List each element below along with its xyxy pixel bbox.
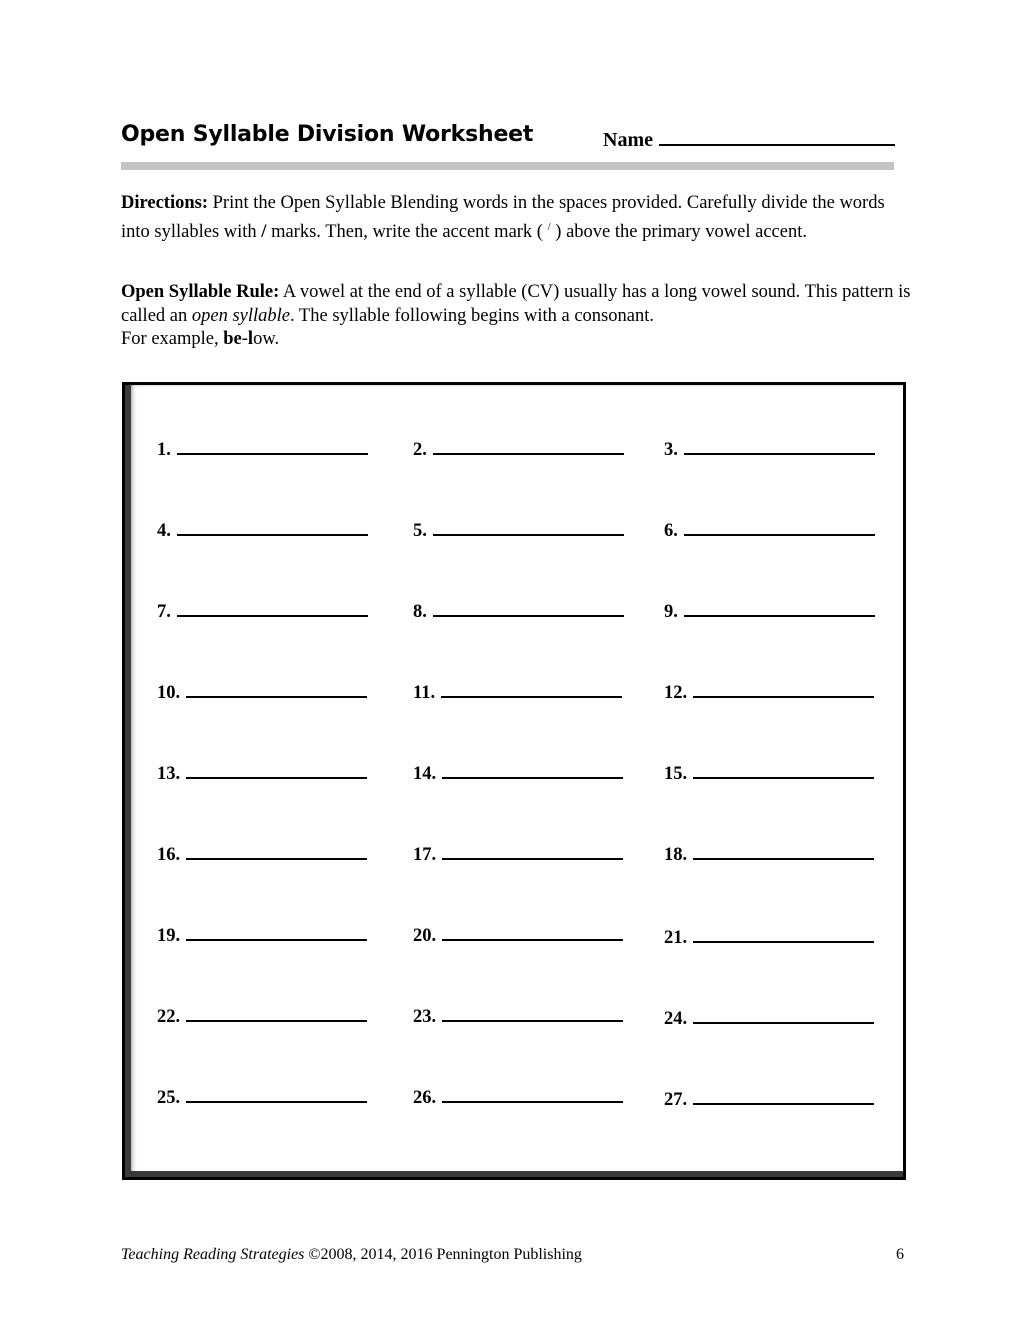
example-rest: ow.: [253, 329, 280, 349]
answer-blank-line[interactable]: [442, 1006, 623, 1022]
answer-blank-line[interactable]: [186, 844, 367, 860]
rule-text: . The syllable following begins with a consonant.: [290, 305, 654, 326]
item-number: 3.: [664, 440, 678, 460]
answer-blank-line[interactable]: [441, 682, 622, 698]
item-number: 16.: [157, 845, 181, 865]
answer-item[interactable]: [157, 844, 367, 866]
answer-item[interactable]: [664, 601, 875, 623]
answer-blank-line[interactable]: [442, 925, 623, 941]
answer-item[interactable]: [157, 439, 368, 461]
answer-blank-line[interactable]: [186, 763, 367, 779]
answer-blank-line[interactable]: [693, 1008, 874, 1024]
item-number: 23.: [413, 1007, 437, 1027]
answer-item[interactable]: [413, 1087, 623, 1109]
item-number: 17.: [413, 845, 437, 865]
answer-blank-line[interactable]: [433, 601, 624, 617]
item-number: 15.: [664, 764, 688, 784]
answer-item[interactable]: [157, 1087, 367, 1109]
answer-item[interactable]: [413, 844, 623, 866]
name-field[interactable]: [603, 127, 895, 152]
answer-item[interactable]: [413, 682, 622, 704]
answer-blank-line[interactable]: [684, 439, 875, 455]
example-syllable: be: [223, 329, 242, 349]
answer-blank-line[interactable]: [186, 682, 367, 698]
answer-item[interactable]: [413, 925, 623, 947]
item-number: 18.: [664, 845, 688, 865]
answer-item[interactable]: [664, 927, 874, 949]
item-number: 21.: [664, 928, 688, 948]
rule-text: A vowel at the end of a syllable (CV) usually has a long vowel sound. This pattern is called an: [121, 282, 911, 326]
rule-paragraph: [121, 281, 911, 352]
item-number: 7.: [157, 602, 171, 622]
item-number: 27.: [664, 1090, 688, 1110]
answer-item[interactable]: [157, 925, 367, 947]
answer-item[interactable]: [413, 439, 624, 461]
example-consonant: l: [247, 329, 254, 349]
item-number: 20.: [413, 926, 437, 946]
worksheet-title: Open Syllable Division Worksheet: [121, 122, 534, 147]
answer-blank-line[interactable]: [693, 844, 874, 860]
answer-blank-line[interactable]: [186, 1006, 367, 1022]
answer-item[interactable]: [413, 520, 624, 542]
item-number: 5.: [413, 521, 427, 541]
item-number: 22.: [157, 1007, 181, 1027]
answer-blank-line[interactable]: [433, 439, 624, 455]
directions-paragraph: [121, 192, 911, 244]
answer-item[interactable]: [664, 1089, 874, 1111]
item-number: 25.: [157, 1088, 181, 1108]
answer-item[interactable]: [664, 682, 874, 704]
answer-blank-line[interactable]: [693, 927, 874, 943]
example-dash: -: [241, 329, 248, 349]
rule-label: Open Syllable Rule:: [121, 282, 280, 302]
answer-blank-line[interactable]: [693, 763, 874, 779]
item-number: 1.: [157, 440, 171, 460]
answer-item[interactable]: [664, 763, 874, 785]
footer-book-title: Teaching Reading Strategies: [121, 1246, 305, 1263]
item-number: 11.: [413, 683, 436, 703]
directions-text: marks. Then, write the accent mark (: [266, 221, 548, 242]
rule-term: open syllable: [191, 305, 291, 326]
item-number: 14.: [413, 764, 437, 784]
answer-item[interactable]: [157, 763, 367, 785]
page-number: 6: [896, 1246, 904, 1263]
answer-blank-line[interactable]: [177, 520, 368, 536]
item-number: 24.: [664, 1009, 688, 1029]
answer-blank-line[interactable]: [684, 601, 875, 617]
answer-item[interactable]: [664, 1008, 874, 1030]
item-number: 12.: [664, 683, 688, 703]
answer-item[interactable]: [664, 520, 875, 542]
answer-item[interactable]: [413, 1006, 623, 1028]
name-label: Name: [603, 129, 653, 151]
item-number: 19.: [157, 926, 181, 946]
footer-copyright: ©2008, 2014, 2016 Pennington Publishing: [304, 1246, 582, 1263]
item-number: 8.: [413, 602, 427, 622]
item-number: 6.: [664, 521, 678, 541]
item-number: 26.: [413, 1088, 437, 1108]
answer-item[interactable]: [413, 601, 624, 623]
answer-item[interactable]: [157, 682, 367, 704]
directions-text: Print the Open Syllable Blending words in the spaces provided. Carefully divide the words into syllables with: [121, 193, 885, 242]
answer-item[interactable]: [413, 763, 623, 785]
answer-blank-line[interactable]: [693, 682, 874, 698]
answer-blank-line[interactable]: [684, 520, 875, 536]
answer-blank-line[interactable]: [186, 925, 367, 941]
answer-blank-line[interactable]: [177, 601, 368, 617]
example-prefix: For example,: [121, 329, 224, 349]
name-blank-line[interactable]: [659, 127, 895, 146]
answer-blank-line[interactable]: [186, 1087, 367, 1103]
answer-blank-line[interactable]: [442, 1087, 623, 1103]
answer-item[interactable]: [157, 601, 368, 623]
directions-text: ) above the primary vowel accent.: [550, 221, 807, 242]
item-number: 13.: [157, 764, 181, 784]
item-number: 2.: [413, 440, 427, 460]
answer-blank-line[interactable]: [442, 763, 623, 779]
footer-credit: [121, 1246, 582, 1264]
answer-blank-line[interactable]: [433, 520, 624, 536]
answer-item[interactable]: [664, 844, 874, 866]
slash-mark: /: [261, 221, 267, 242]
item-number: 4.: [157, 521, 171, 541]
answer-item[interactable]: [157, 520, 368, 542]
answer-blank-line[interactable]: [442, 844, 623, 860]
item-number: 10.: [157, 683, 181, 703]
answer-blank-line[interactable]: [693, 1089, 874, 1105]
header-divider: [121, 162, 894, 170]
answer-item[interactable]: [664, 439, 875, 461]
answer-item[interactable]: [157, 1006, 367, 1028]
item-number: 9.: [664, 602, 678, 622]
directions-label: Directions:: [121, 193, 208, 213]
accent-mark: /: [547, 220, 551, 233]
answer-blank-line[interactable]: [177, 439, 368, 455]
